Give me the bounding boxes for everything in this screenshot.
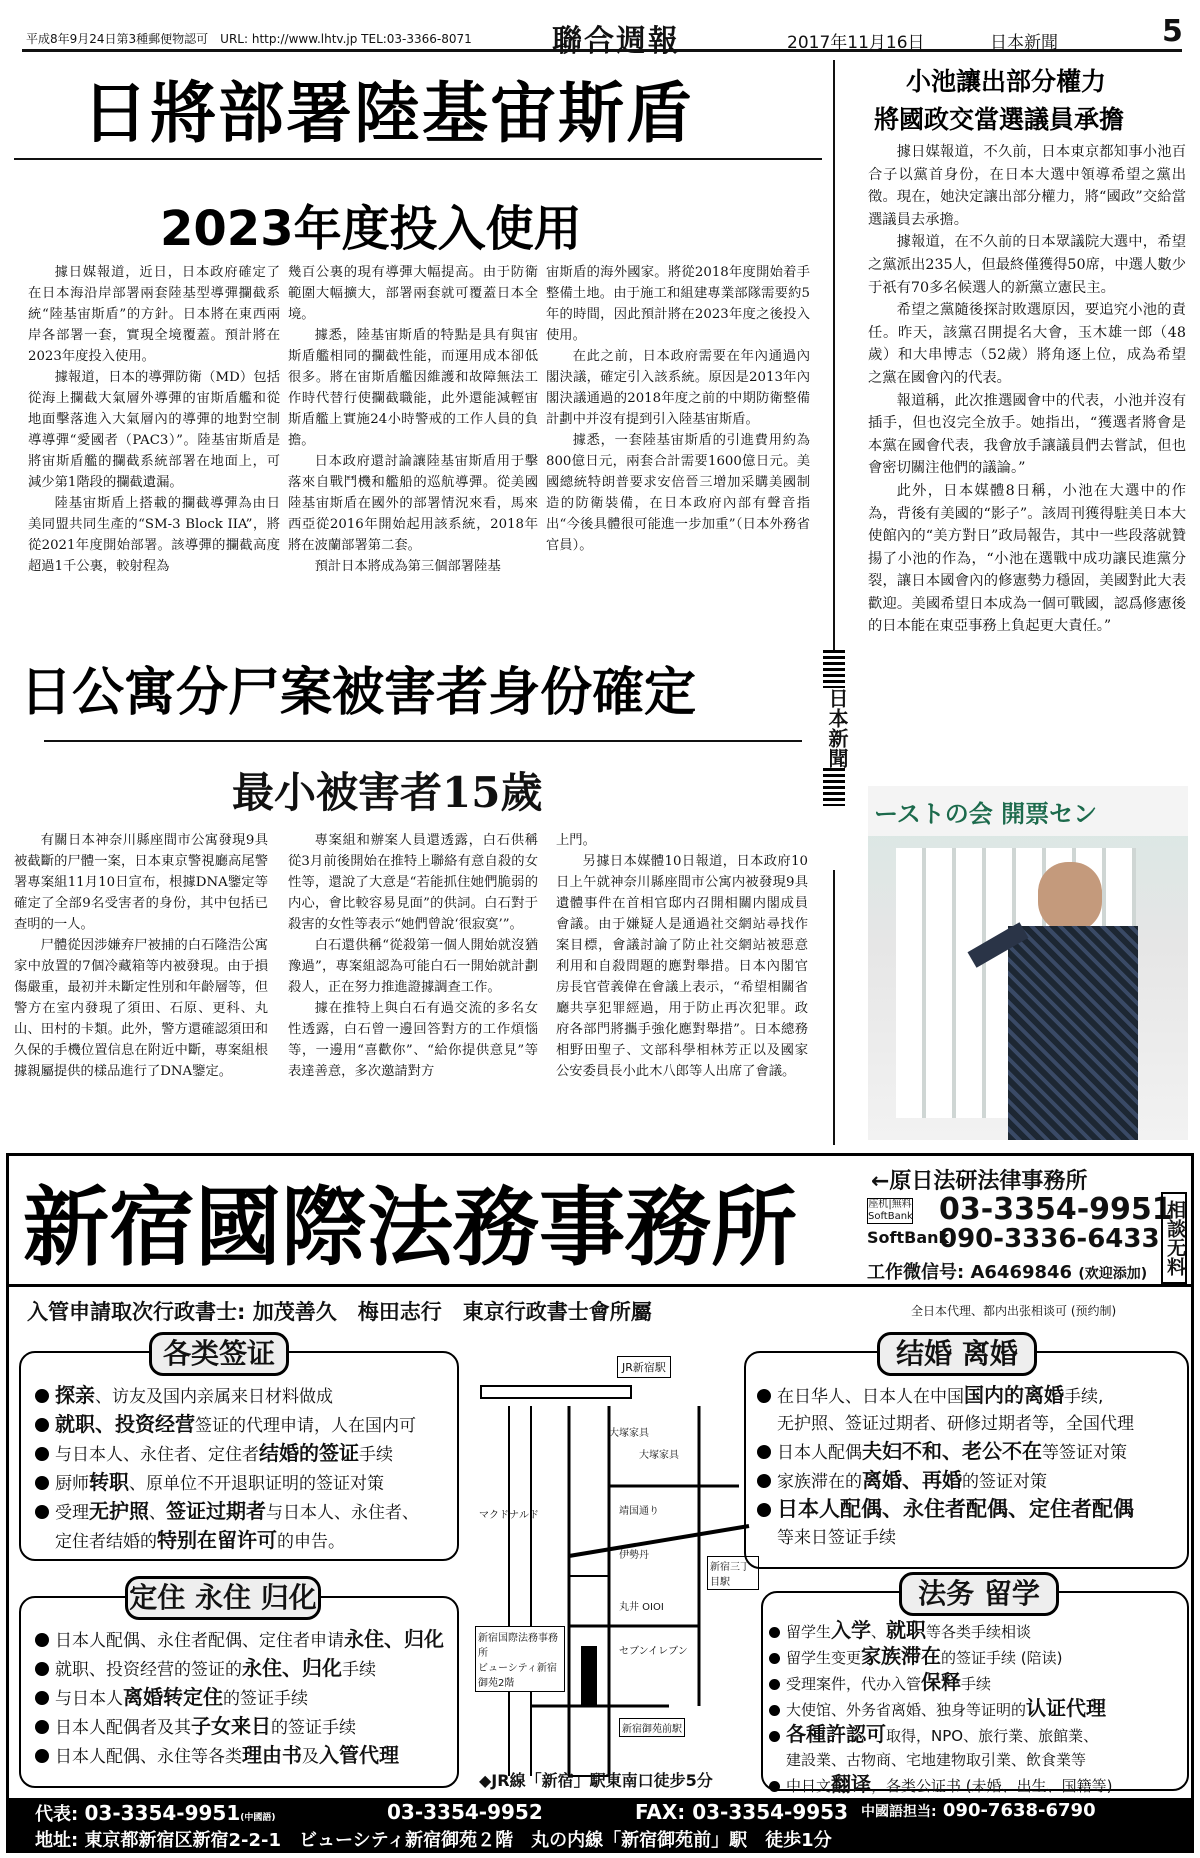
subhead: 最小被害者15歲 [232, 768, 543, 817]
column-1: 據日媒報道，近日，日本政府確定了在日本海沿岸部署兩套陸基型導彈攔截系統“陸基宙斯盾”的方針。日本將在東西兩岸各部署一套，實現全境覆蓋。預計將在2023年度投入使用。 據報道，日本的導彈防衛（MD）包括從海上攔截大氣層外導彈的宙斯盾艦和從地面擊落進入大氣層內的導彈的地對空制導導彈“愛國者（PAC3）”。陸基宙斯盾是將宙斯盾艦的攔截系統部署在地面上，可減少第1階段的攔截遺漏。 陸基宙斯盾上搭載的攔截導彈為由日美同盟共同生產的“SM-3 Block IIA”，將從2021年度開始部署。該導彈的攔截高度超過1千公裏，較射程為 [28, 265, 280, 574]
map-station: JR新宿駅 [617, 1356, 671, 1378]
permanent-list: 日本人配偶、永住者配偶、定住者申请永住、归化 就职、投资经营的签证的永住、归化手续 与日本人离婚转定住的签证手续 日本人配偶者及其子女来日的签证手续 日本人配偶、永住等各类理由书及入管代理 [35, 1626, 444, 1771]
visa-list: 探亲、访友及国内亲属来日材料做成 就职、投资经营签证的代理申请，人在国内可 与日本人、永住者、定住者结婚的签证手续 厨师转职、原单位不开退职证明的签证对策 受理无护照、签证过期者与日本人、永住者、 定住者结婚的特别在留许可的申告。 [35, 1382, 419, 1556]
marriage-list: 在日华人、日本人在中国国内的离婚手续, 无护照、签证过期者、研修过期者等，全国代理 日本人配偶夫妇不和、老公不在等签证对策 家族滞在的离婚、再婚的签证对策 日本人配偶、永住者配偶、定住者配偶 等来日签证手续 [757, 1382, 1134, 1552]
column-1: 有關日本神奈川縣座間市公寓發現9具被截斷的尸體一案，日本東京警視廳高尾警署專案組11月10日宣布，根據DNA鑒定等確定了全部9名受害者的身份，其中包括已查明的一人。 尸體從因涉嫌弃尸被捕的白石隆浩公寓家中放置的7個冷藏箱等内被發現。由于損傷嚴重，最初并未斷定性別和年齡層等，但警方在室内發現了須田、石原、更科、丸山、田村的卡類。此外，警方還確認須田和久保的手機位置信息在附近中斷，專案組根據親屬提供的樣品進行了DNA鑒定。 [14, 833, 268, 1079]
page-number: 5 [1162, 14, 1183, 49]
column-2: 幾百公裏的現有導彈大幅提高。由于防衛範圍大幅擴大，部署兩套就可覆蓋日本全境。 據悉，陸基宙斯盾的特點是具有與宙斯盾艦相同的攔截性能，而運用成本卻低很多。將在宙斯盾艦因維護和故障無法工作時代替行使攔截職能，此外還能減輕宙斯盾艦上實施24小時警戒的工作人員的負擔。 日本政府還討論讓陸基宙斯盾用于擊落來自戰鬥機和艦船的巡航導彈。從美國陸基宙斯盾在國外的部署情況來看，馬來西亞從2016年開始起用該系統，2018年將在波蘭部署第二套。 預計日本將成為第三個部署陸基 [288, 265, 538, 574]
permanent-title: 定住 永住 归化 [125, 1576, 321, 1620]
headline: 日公寓分尸案被害者身份確定 [20, 663, 697, 723]
column-3: 宙斯盾的海外國家。將從2018年度開始着手整備土地。由于施工和組建專業部隊需要約5年的時間，因此預計將在2023年度之後投入使用。 在此之前，日本政府需要在年內通過內閣決議，確定引入該系統。原因是2013年內閣決議通過的2018年度之前的中期防衛整備計劃中并沒有提到引入陸基宙斯盾。 據悉，一套陸基宙斯盾的引進費用約為800億日元，兩套合計需要1600億日元。美國總統特朗普要求安倍晉三增加采購美國制造的防衛裝備，在日本政府內部有聲音指出“今後具體很可能進一步加重”（日本外務省官員）。 [546, 265, 810, 553]
map-caption: ◆JR線「新宿」駅東南口徒步5分 [479, 1771, 713, 1790]
column-divider [833, 60, 835, 1145]
cn-phone[interactable]: 090-7638-6790 [942, 1800, 1096, 1821]
office-name: 新宿國際法務事務所 [23, 1178, 797, 1278]
masthead: 聯合週報 [552, 24, 680, 59]
legal-list: 留学生入学、就职等各类手续相谈 留学生变更家族滞在的签证手续 (陪读) 受理案件，代办入管保释手续 大使馆、外务省离婚、独身等证明的认证代理 各種許認可取得，NPO、旅行業、旅館業、 建設業、古物商、宅地建物取引業、飲食業等 中日文翻译，各类公证书 (未婚、出生、国籍等) [769, 1618, 1113, 1798]
phone-main[interactable]: 03-3354-9951 [939, 1192, 1173, 1227]
headline: 日將部署陸基宙斯盾 [82, 75, 694, 152]
legal-title: 法务 留学 [899, 1572, 1059, 1616]
law-office-ad: 新宿國際法務事務所 ←原日法研法律事務所 座机|無料 SoftBank 03-3354-9951 SoftBank 090-3336-6433 相談无料 工作微信号: A6469846 (欢迎添加) 入管申請取次行政書士: 加茂善久 梅田志行 東京行政書士會所屬 全日本代理、都内出张相谈可 (预约制) 各类签证 探亲、访友及国内亲属来日材料做成 就职、投资经营签证的代理申请，人在国内可 与日本人、永住者、定住者结婚的签证手续 厨师转职、原单位不开退职证明的签证对策 受理无护照、签证过期者与日本人、永住者、 定住者结婚的特别在留许可的申告。 定住 永住 归化 日本人配偶、永住者配偶、定住者申请永住、归化 就职、投资经营的签证的永住、归化手续 与日本人离婚转定住的签证手续 日本人配偶者及其子女来日的签证手续 日本人配偶、永住等各类理由书及入管代理 JR新宿駅 大塚家具 新宿三丁目駅 伊勢丹 丸井 OIOI 靖国通り マクドナルド 大塚家具 セブンイレブン 新宿御苑前駅 新宿国際法務事務所 ビューシティ新宿御苑2階 ◆JR線「新宿」駅東南口徒步5分 结婚 离婚 在日华人、日本人在中国国内的离婚手续, 无护照、签证过期者、研修过期者等，全国代理 日本人配偶夫妇不和、老公不在等签证对策 家族滞在的离婚、再婚的签证对策 日本人配偶、永住者配偶、定住者配偶 等来日签证手续 法务 留学 留学生入学、就职等各类手续相谈 留学生变更家族滞在的签证手续 (陪读) 受理案件，代办入管保释手续 大使馆、外务省离婚、独身等证明的认证代理 各種許認可取得，NPO、旅行業、旅館業、 建設業、古物商、宅地建物取引業、飲食業等 中日文翻译，各类公证书 (未婚、出生、国籍等) 代表: 03-3354-9951(中國語) 03-3354-9952 FAX: 03-3354-9953 中國語担当: 090-7638-6790 地址: 東京都新宿区新宿2-2-1 ビューシティ新宿御苑２階 丸の内線「新宿御苑前」駅 徒歩1分 [6, 1153, 1194, 1853]
headline-1: 小池讓出部分權力 [906, 67, 1107, 96]
marriage-title: 结婚 离婚 [877, 1332, 1037, 1376]
contact-footer: 代表: 03-3354-9951(中國語) 03-3354-9952 FAX: 03-3354-9953 中國語担当: 090-7638-6790 地址: 東京都新宿区新宿2-2-1 ビューシティ新宿御苑２階 丸の内線「新宿御苑前」駅 徒歩1分 [9, 1798, 1191, 1850]
fax: FAX: 03-3354-9953 [635, 1800, 848, 1824]
phone-mobile[interactable]: 090-3336-6433 [939, 1224, 1160, 1254]
article-body: 據日媒報道，不久前，日本東京都知事小池百合子以黨首身份，在日本大選中領導希望之黨出徵。現在，她決定讓出部分權力，將“國政”交給當選議員去承擔。 據報道，在不久前的日本眾議院大選中，希望之黨派出235人，但最終僅獲得50席，中選人數少于祇有70多名候選人的新黨立憲民主。 希望之黨隨後探討敗選原因，要追究小池的責任。昨天，該黨召開提名大會，玉木雄一郎（48歲）和大串博志（52歲）將角逐上位，成為希望之黨在國會內的代表。 報道稱，此次推選國會中的代表，小池并沒有插手，但也沒完全放手。她指出，“獲選者將會是本黨在國會代表，我會放手讓議員們去嘗試，但也會密切關注他們的議論。” 此外，日本媒體8日稱，小池在大選中的作為，背後有美國的“影子”。該周刊獲得駐美日本大使館內的“美方對日”政局報告，其中一些段落就贊揚了小池的作為，“小池在選戰中成功讓民進黨分裂，讓日本國會內的修憲勢力穩固，美國對此大表歡迎。美國希望日本成為一個可戰國，認爲修憲後的日本能在東亞事務上負起更大責任。” [868, 144, 1186, 635]
divider [14, 158, 822, 160]
scrivener-note: 全日本代理、都内出张相谈可 (预约制) [911, 1304, 1117, 1318]
divider [44, 740, 802, 742]
subhead: 2023年度投入使用 [160, 201, 582, 257]
access-map: JR新宿駅 大塚家具 新宿三丁目駅 伊勢丹 丸井 OIOI 靖国通り マクドナルド 大塚家具 セブンイレブン 新宿御苑前駅 新宿国際法務事務所 ビューシティ新宿御苑2階 ◆JR線「新宿」駅東南口徒步5分 [469, 1346, 759, 1796]
rep-phone[interactable]: 03-3354-9951 [84, 1801, 241, 1825]
issue-date: 2017年11月16日 [787, 33, 925, 53]
consult-free: 相談无料 [1161, 1192, 1187, 1284]
section-name: 日本新聞 [990, 33, 1058, 53]
map-office: 新宿国際法務事務所 ビューシティ新宿御苑2階 [475, 1626, 565, 1692]
address: 地址: 東京都新宿区新宿2-2-1 ビューシティ新宿御苑２階 丸の内線「新宿御苑前」駅 徒歩1分 [35, 1830, 832, 1851]
phone-2[interactable]: 03-3354-9952 [387, 1800, 543, 1824]
news-photo [868, 786, 1188, 1140]
page-header [22, 12, 1183, 59]
visa-title: 各类签证 [149, 1332, 289, 1376]
scrivener-line: 入管申請取次行政書士: 加茂善久 梅田志行 東京行政書士會所屬 [27, 1300, 652, 1324]
former-name: ←原日法研法律事務所 [871, 1169, 1088, 1194]
side-label: 日本新聞 [823, 650, 845, 870]
headline-2: 將國政交當選議員承擔 [874, 105, 1125, 134]
column-3: 上門。 另據日本媒體10日報道，日本政府10日上午就神奈川縣座間市公寓内被發現9具遺體事件在首相官邸内召開相關内閣成員會議。由于嫌疑人是通過社交網站尋找作案目標，會議討論了防止社交網站被惡意利用和自殺問題的應對舉措。日本內閣官房長官菅義偉在會議上表示，“希望相關省廳共享犯罪經過，用于防止再次犯罪。政府各部門將攜手強化應對舉措”。日本總務相野田聖子、文部科學相林芳正以及國家公安委員長小此木八郎等人出席了會議。 [556, 833, 808, 1079]
softbank-label: SoftBank [867, 1228, 950, 1247]
photo-sign: ーストの会 開票セン [868, 786, 1188, 836]
column-2: 專案組和辦案人員還透露，白石供稱從3月前後開始在推特上聯絡有意自殺的女性等，還說了大意是“若能抓住她們脆弱的内心，會比較容易見面”的供詞。白石對于殺害的女性等表示“她們曾說‘很寂寞’”。 白石還供稱“從殺第一個人開始就沒猶豫過”，專案組認為可能白石一開始就計劃殺人，正在努力推進證據調查工作。 據在推特上與白石有過交流的多名女性透露，白石曾一邊回答對方的工作煩惱等，一邊用“喜歡你”、“給你提供意見”等表達善意，多次邀請對方 [288, 833, 538, 1079]
postal-info: 平成8年9月24日第3種郵便物認可 URL: http://www.lhtv.jp TEL:03-3366-8071 [26, 32, 472, 46]
wechat[interactable]: 工作微信号: A6469846 (欢迎添加) [867, 1262, 1148, 1283]
